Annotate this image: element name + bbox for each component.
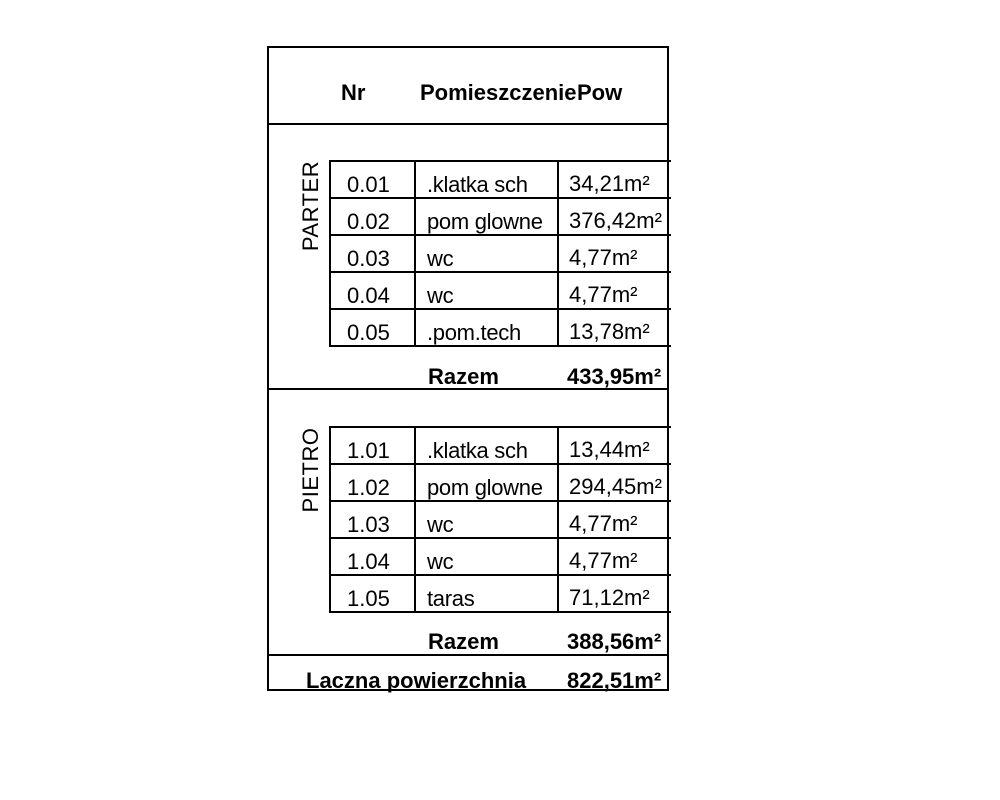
table-row bbox=[331, 197, 671, 234]
room-nr: 0.02 bbox=[347, 209, 390, 234]
room-area: 13,44m² bbox=[569, 437, 650, 462]
room-nr: 0.04 bbox=[347, 283, 390, 308]
room-nr: 1.03 bbox=[347, 512, 390, 537]
room-name: wc bbox=[427, 512, 454, 537]
room-area: 294,45m² bbox=[569, 474, 662, 499]
table-row bbox=[331, 308, 671, 347]
room-name: .pom.tech bbox=[427, 320, 521, 345]
section-label-parter: PARTER bbox=[298, 160, 323, 252]
parter-table bbox=[329, 160, 671, 347]
table-row bbox=[331, 537, 671, 574]
section-label-pietro: PIETRO bbox=[298, 427, 323, 513]
room-name: pom glowne bbox=[427, 475, 543, 500]
room-name: wc bbox=[427, 246, 454, 271]
room-name: .klatka sch bbox=[427, 172, 528, 197]
room-area: 4,77m² bbox=[569, 245, 638, 270]
header-room: Pomieszczenie bbox=[420, 80, 577, 105]
room-nr: 0.03 bbox=[347, 246, 390, 271]
room-nr: 1.02 bbox=[347, 475, 390, 500]
pietro-total-label: Razem bbox=[428, 629, 499, 654]
table-row bbox=[331, 234, 671, 271]
grand-total-value: 822,51m² bbox=[567, 668, 662, 693]
pietro-total-value: 388,56m² bbox=[567, 629, 662, 654]
table-row bbox=[331, 271, 671, 308]
room-nr: 0.01 bbox=[347, 172, 390, 197]
header-divider bbox=[267, 123, 669, 125]
table-row bbox=[331, 500, 671, 537]
room-area: 34,21m² bbox=[569, 171, 650, 196]
room-area: 376,42m² bbox=[569, 208, 662, 233]
room-nr: 1.05 bbox=[347, 586, 390, 611]
room-name: wc bbox=[427, 549, 454, 574]
room-area: 4,77m² bbox=[569, 511, 638, 536]
header-nr: Nr bbox=[341, 80, 366, 105]
pietro-table bbox=[329, 426, 671, 613]
room-nr: 1.04 bbox=[347, 549, 390, 574]
table-row bbox=[331, 160, 671, 197]
grand-total-label: Laczna powierzchnia bbox=[306, 668, 527, 693]
room-area: 71,12m² bbox=[569, 585, 650, 610]
table-row bbox=[331, 463, 671, 500]
room-nr: 0.05 bbox=[347, 320, 390, 345]
room-name: taras bbox=[427, 586, 475, 611]
table-row bbox=[331, 426, 671, 463]
parter-total-value: 433,95m² bbox=[567, 364, 662, 389]
parter-total-label: Razem bbox=[428, 364, 499, 389]
room-area: 13,78m² bbox=[569, 319, 650, 344]
table-row bbox=[331, 574, 671, 613]
room-area: 4,77m² bbox=[569, 282, 638, 307]
header-area: Pow bbox=[577, 80, 623, 105]
room-nr: 1.01 bbox=[347, 438, 390, 463]
room-name: .klatka sch bbox=[427, 438, 528, 463]
room-name: pom glowne bbox=[427, 209, 543, 234]
room-name: wc bbox=[427, 283, 454, 308]
room-area: 4,77m² bbox=[569, 548, 638, 573]
grand-total-divider bbox=[267, 654, 669, 656]
